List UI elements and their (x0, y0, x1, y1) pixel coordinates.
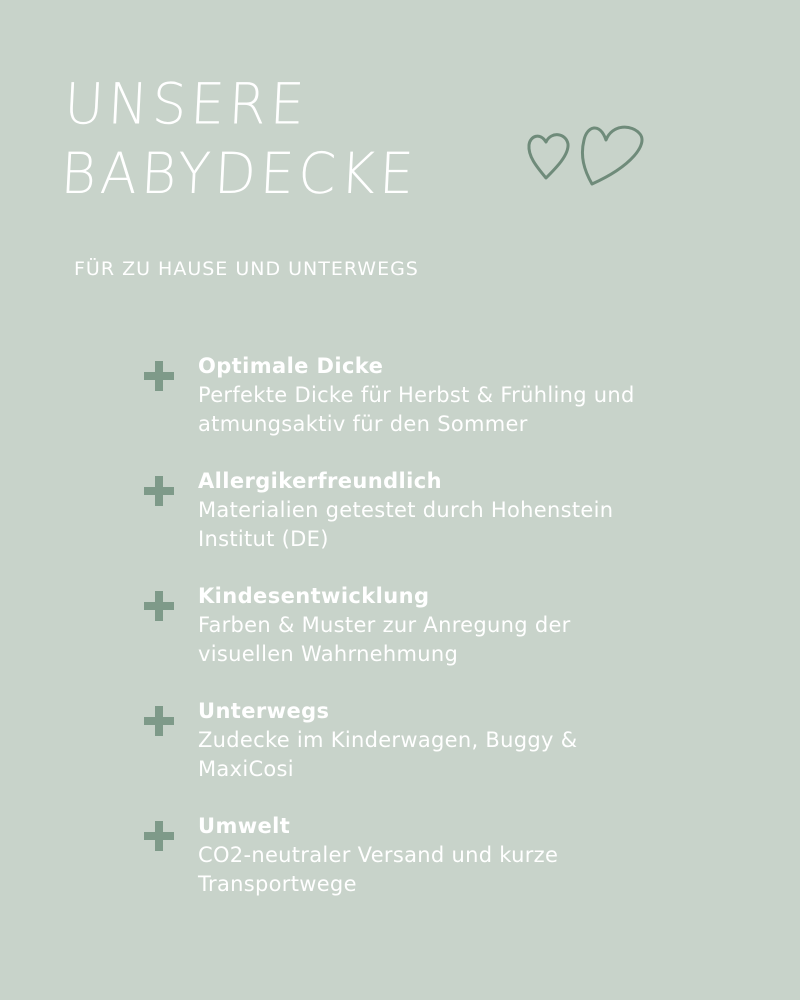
feature-title: Unterwegs (198, 699, 330, 723)
feature-title: Optimale Dicke (198, 354, 384, 378)
feature-description: Materialien getestet durch Hohenstein Institut (DE) (198, 498, 614, 551)
hearts-icon (524, 112, 654, 192)
large-heart-icon (582, 127, 642, 184)
feature-item (142, 697, 762, 812)
feature-title: Kindesentwicklung (198, 584, 430, 608)
title-line-2: BABYDECKE (59, 140, 420, 207)
feature-item (142, 467, 762, 582)
title-line-1: UNSERE (62, 71, 310, 138)
plus-icon (144, 591, 174, 621)
feature-description: CO2-neutraler Versand und kurze Transportwege (198, 843, 559, 896)
feature-item (142, 812, 762, 927)
plus-icon (144, 361, 174, 391)
plus-icon (144, 821, 174, 851)
subtitle: FÜR ZU HAUSE UND UNTERWEGS (74, 258, 419, 280)
feature-list (142, 352, 762, 927)
feature-title: Allergikerfreundlich (198, 469, 442, 493)
small-heart-icon (529, 135, 568, 178)
feature-title: Umwelt (198, 814, 291, 838)
feature-description: Farben & Muster zur Anregung der visuellen Wahrnehmung (198, 613, 571, 666)
feature-description: Zudecke im Kinderwagen, Buggy & MaxiCosi (198, 728, 578, 781)
feature-item (142, 352, 762, 467)
plus-icon (144, 706, 174, 736)
plus-icon (144, 476, 174, 506)
feature-description: Perfekte Dicke für Herbst & Frühling und atmungsaktiv für den Sommer (198, 383, 635, 436)
feature-item (142, 582, 762, 697)
page-title (59, 70, 423, 209)
